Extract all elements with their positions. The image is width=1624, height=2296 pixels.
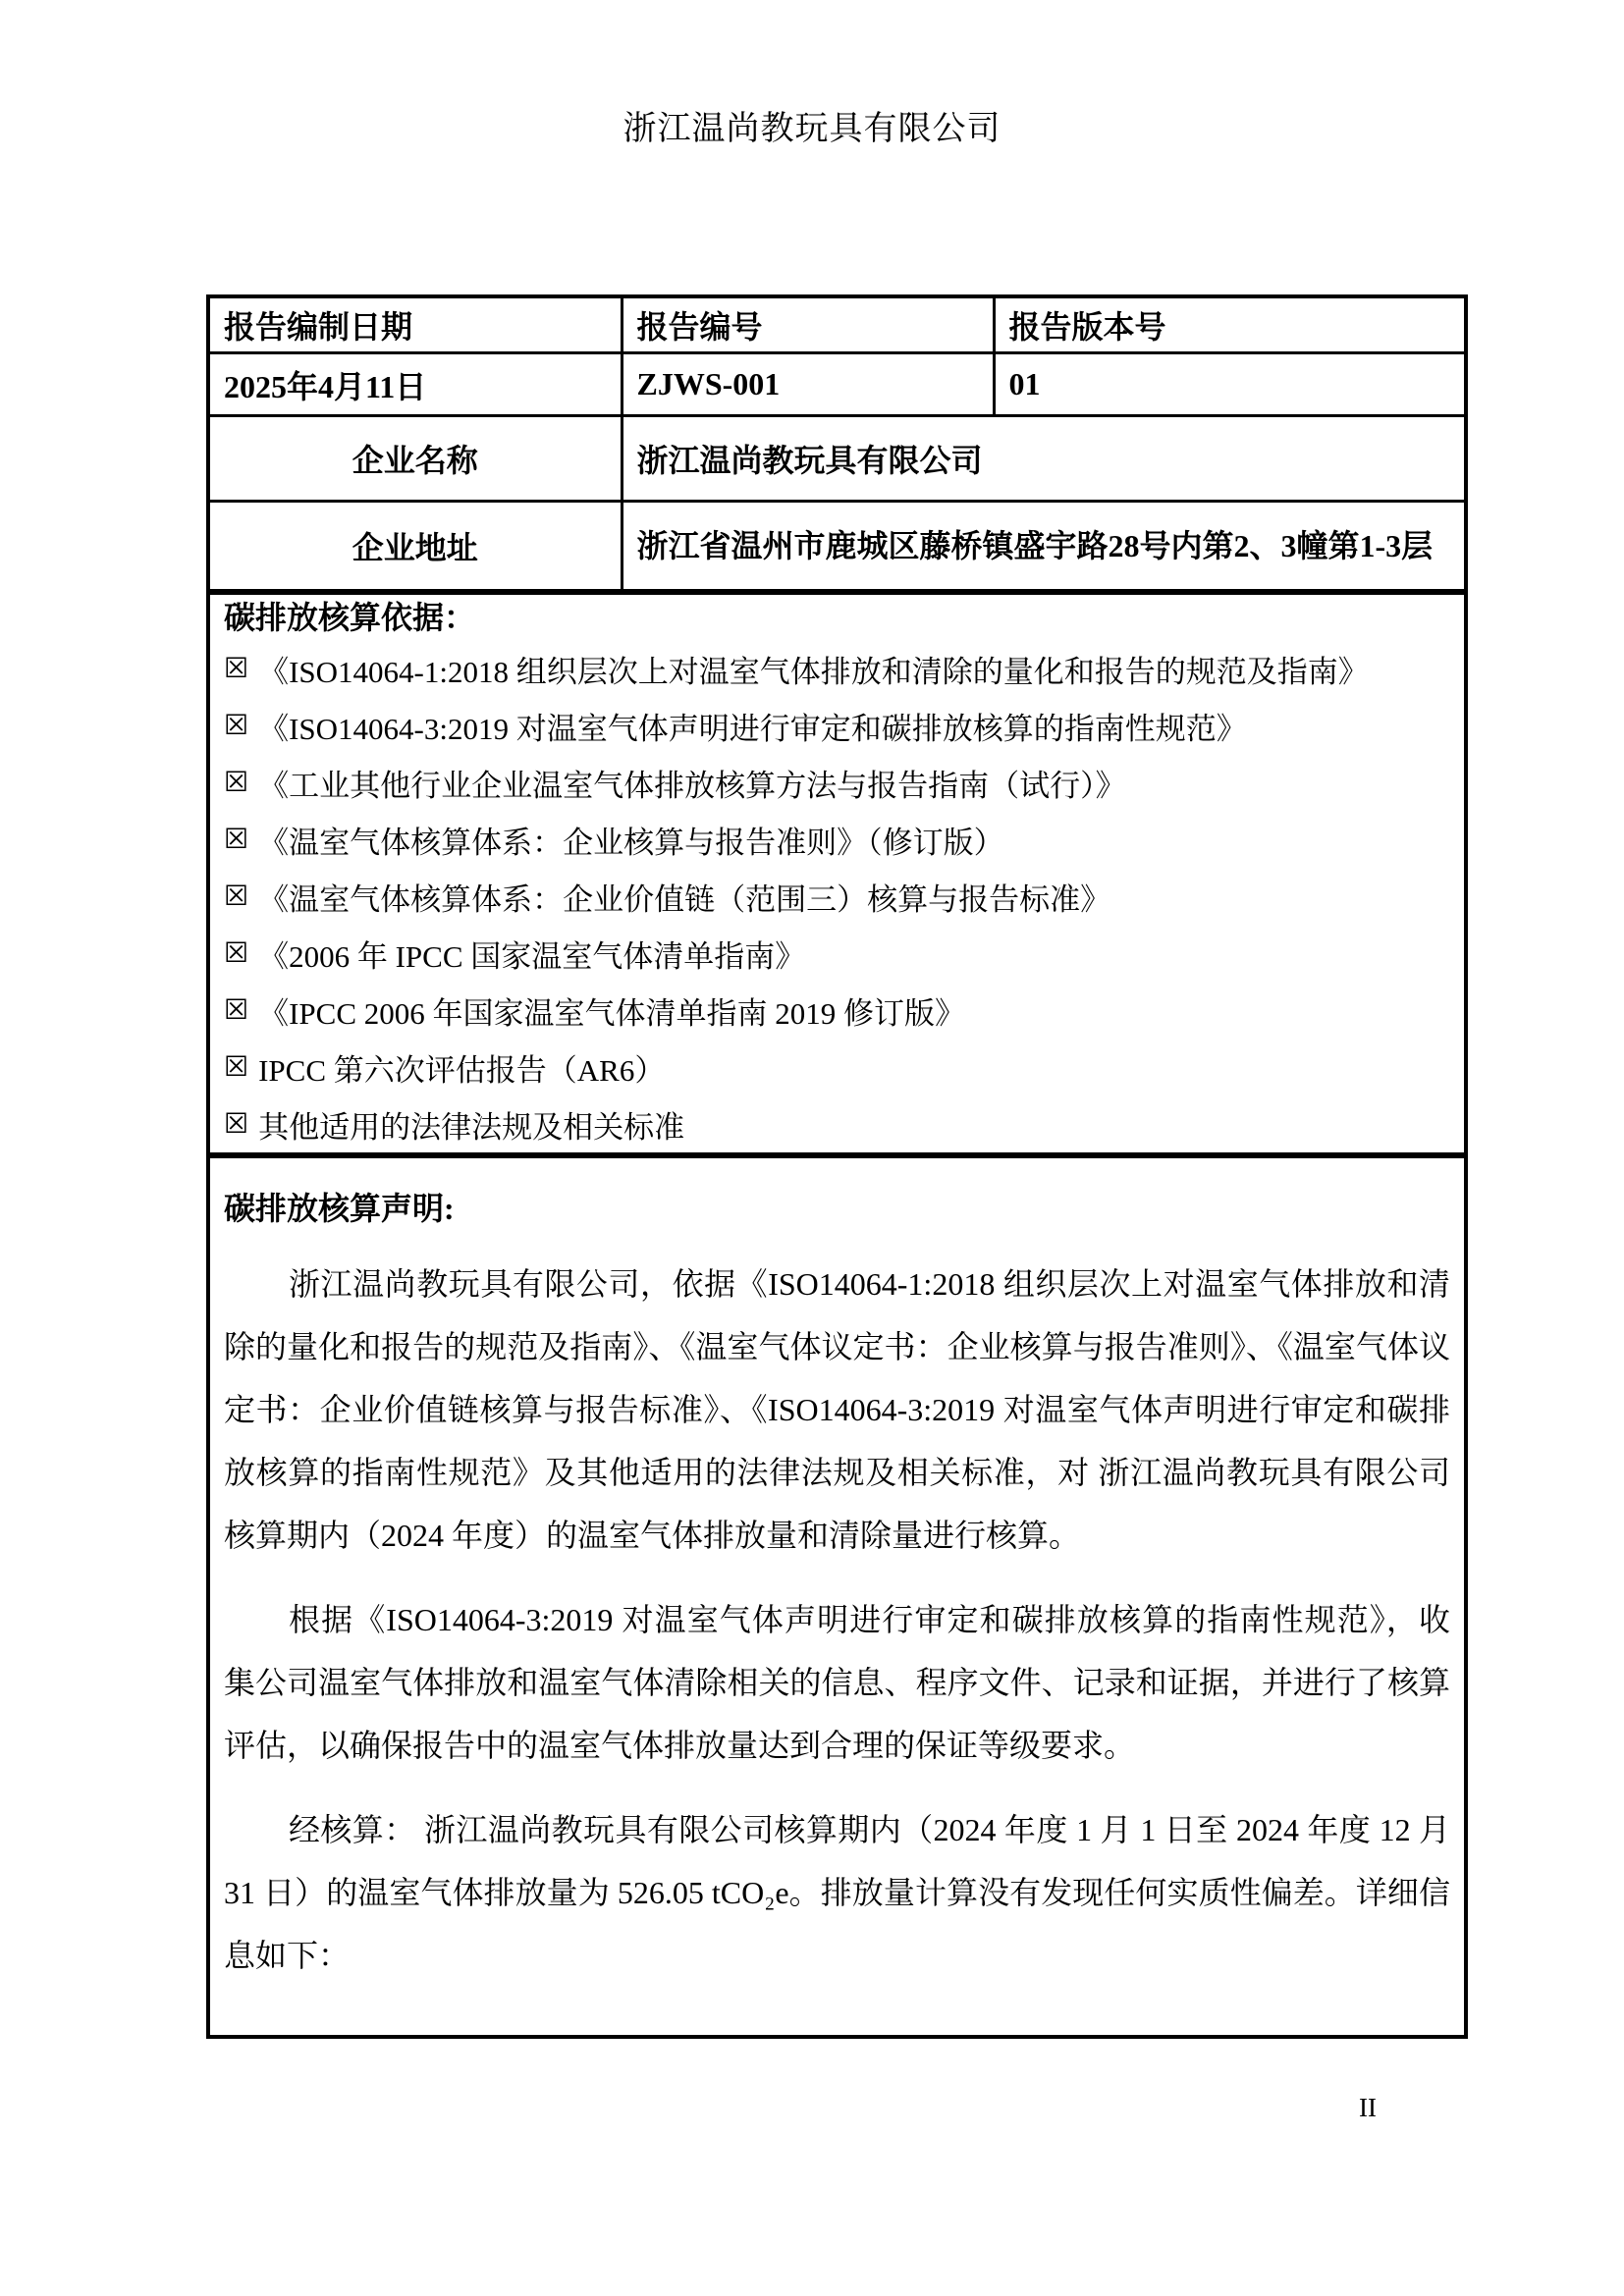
basis-item-label: 《ISO14064-1:2018 组织层次上对温室气体排放和清除的量化和报告的规范及指南》 xyxy=(258,654,1369,689)
table-row-header-labels xyxy=(208,296,1466,353)
basis-item xyxy=(224,982,1450,1039)
document-header xyxy=(0,106,1624,153)
report-number-label: 报告编号 xyxy=(622,296,994,353)
basis-section-title: 碳排放核算依据： xyxy=(224,600,476,635)
basis-item xyxy=(224,925,1450,982)
basis-item xyxy=(224,640,1450,697)
header-company-name: 浙江温尚教玩具有限公司 xyxy=(623,111,1001,147)
table-row-company-address xyxy=(208,502,1466,593)
report-version-label: 报告版本号 xyxy=(994,296,1466,353)
statement-paragraph: 浙江温尚教玩具有限公司，依据《ISO14064-1:2018 组织层次上对温室气体排放和清除的量化和报告的规范及指南》、《温室气体议定书：企业核算与报告准则》、《温室气体议定书：企业价值链核算与报告标准》、《ISO14064-3:2019 对温室气体声明进行审定和碳排放核算的指南性规范》及其他适用的法律法规及相关标准，对 浙江温尚教玩具有限公司核算期内（2024 年度）的温室气体排放量和清除量进行核算。 xyxy=(224,1265,1450,1553)
checked-checkbox-icon: ☒ xyxy=(224,880,249,912)
company-address-value: 浙江省温州市鹿城区藤桥镇盛宇路28号内第2、3幢第1-3层 xyxy=(622,502,1466,593)
checked-checkbox-icon: ☒ xyxy=(224,709,249,741)
basis-item-label: 《温室气体核算体系：企业价值链（范围三）核算与报告标准》 xyxy=(258,881,1111,917)
basis-item-label: IPCC 第六次评估报告（AR6） xyxy=(258,1052,666,1088)
company-address-label: 企业地址 xyxy=(208,502,622,593)
report-info-table xyxy=(206,294,1468,2039)
checked-checkbox-icon: ☒ xyxy=(224,652,249,684)
checked-checkbox-icon: ☒ xyxy=(224,993,249,1026)
report-number-value: ZJWS-001 xyxy=(622,353,994,416)
basis-item xyxy=(224,811,1450,868)
report-date-label: 报告编制日期 xyxy=(208,296,622,353)
table-row-company-name xyxy=(208,416,1466,502)
statement-section-title: 碳排放核算声明: xyxy=(224,1190,455,1226)
company-name-label: 企业名称 xyxy=(208,416,622,502)
checked-checkbox-icon: ☒ xyxy=(224,1050,249,1083)
company-name-value: 浙江温尚教玩具有限公司 xyxy=(622,416,1466,502)
checked-checkbox-icon: ☒ xyxy=(224,1107,249,1140)
basis-item-label: 《ISO14064-3:2019 对温室气体声明进行审定和碳排放核算的指南性规范》 xyxy=(258,711,1247,746)
basis-item xyxy=(224,1095,1450,1152)
basis-item-label: 《温室气体核算体系：企业核算与报告准则》（修订版） xyxy=(258,825,1004,860)
report-version-value: 01 xyxy=(994,353,1466,416)
basis-item-label: 《2006 年 IPCC 国家温室气体清单指南》 xyxy=(258,938,806,974)
basis-item xyxy=(224,1039,1450,1095)
basis-item-label: 其他适用的法律法规及相关标准 xyxy=(258,1109,685,1145)
basis-item xyxy=(224,754,1450,811)
statement-section xyxy=(208,1155,1466,2037)
checked-checkbox-icon: ☒ xyxy=(224,936,249,969)
report-date-value: 2025年4月11日 xyxy=(208,353,622,416)
page-number: II xyxy=(1359,2093,1377,2122)
basis-item-label: 《IPCC 2006 年国家温室气体清单指南 2019 修订版》 xyxy=(258,995,966,1031)
statement-paragraph: 根据《ISO14064-3:2019 对温室气体声明进行审定和碳排放核算的指南性规范》，收集公司温室气体排放和温室气体清除相关的信息、程序文件、记录和证据，并进行了核算评估，以确保报告中的温室气体排放量达到合理的保证等级要求。 xyxy=(224,1601,1450,1763)
table-row-statement-section xyxy=(208,1155,1466,2037)
checked-checkbox-icon: ☒ xyxy=(224,823,249,855)
basis-item xyxy=(224,697,1450,754)
basis-section xyxy=(208,592,1466,1155)
statement-paragraph: 经核算： 浙江温尚教玩具有限公司核算期内（2024 年度 1 月 1 日至 2024 年度 12 月 31 日）的温室气体排放量为 526.05 tCO₂e。排放量计算没有发现任何实质性偏差。详细信息如下： xyxy=(224,1811,1450,1973)
checked-checkbox-icon: ☒ xyxy=(224,766,249,798)
basis-item-label: 《工业其他行业企业温室气体排放核算方法与报告指南（试行）》 xyxy=(258,768,1126,803)
table-row-header-values xyxy=(208,353,1466,416)
table-row-basis-section xyxy=(208,592,1466,1155)
basis-item xyxy=(224,868,1450,925)
